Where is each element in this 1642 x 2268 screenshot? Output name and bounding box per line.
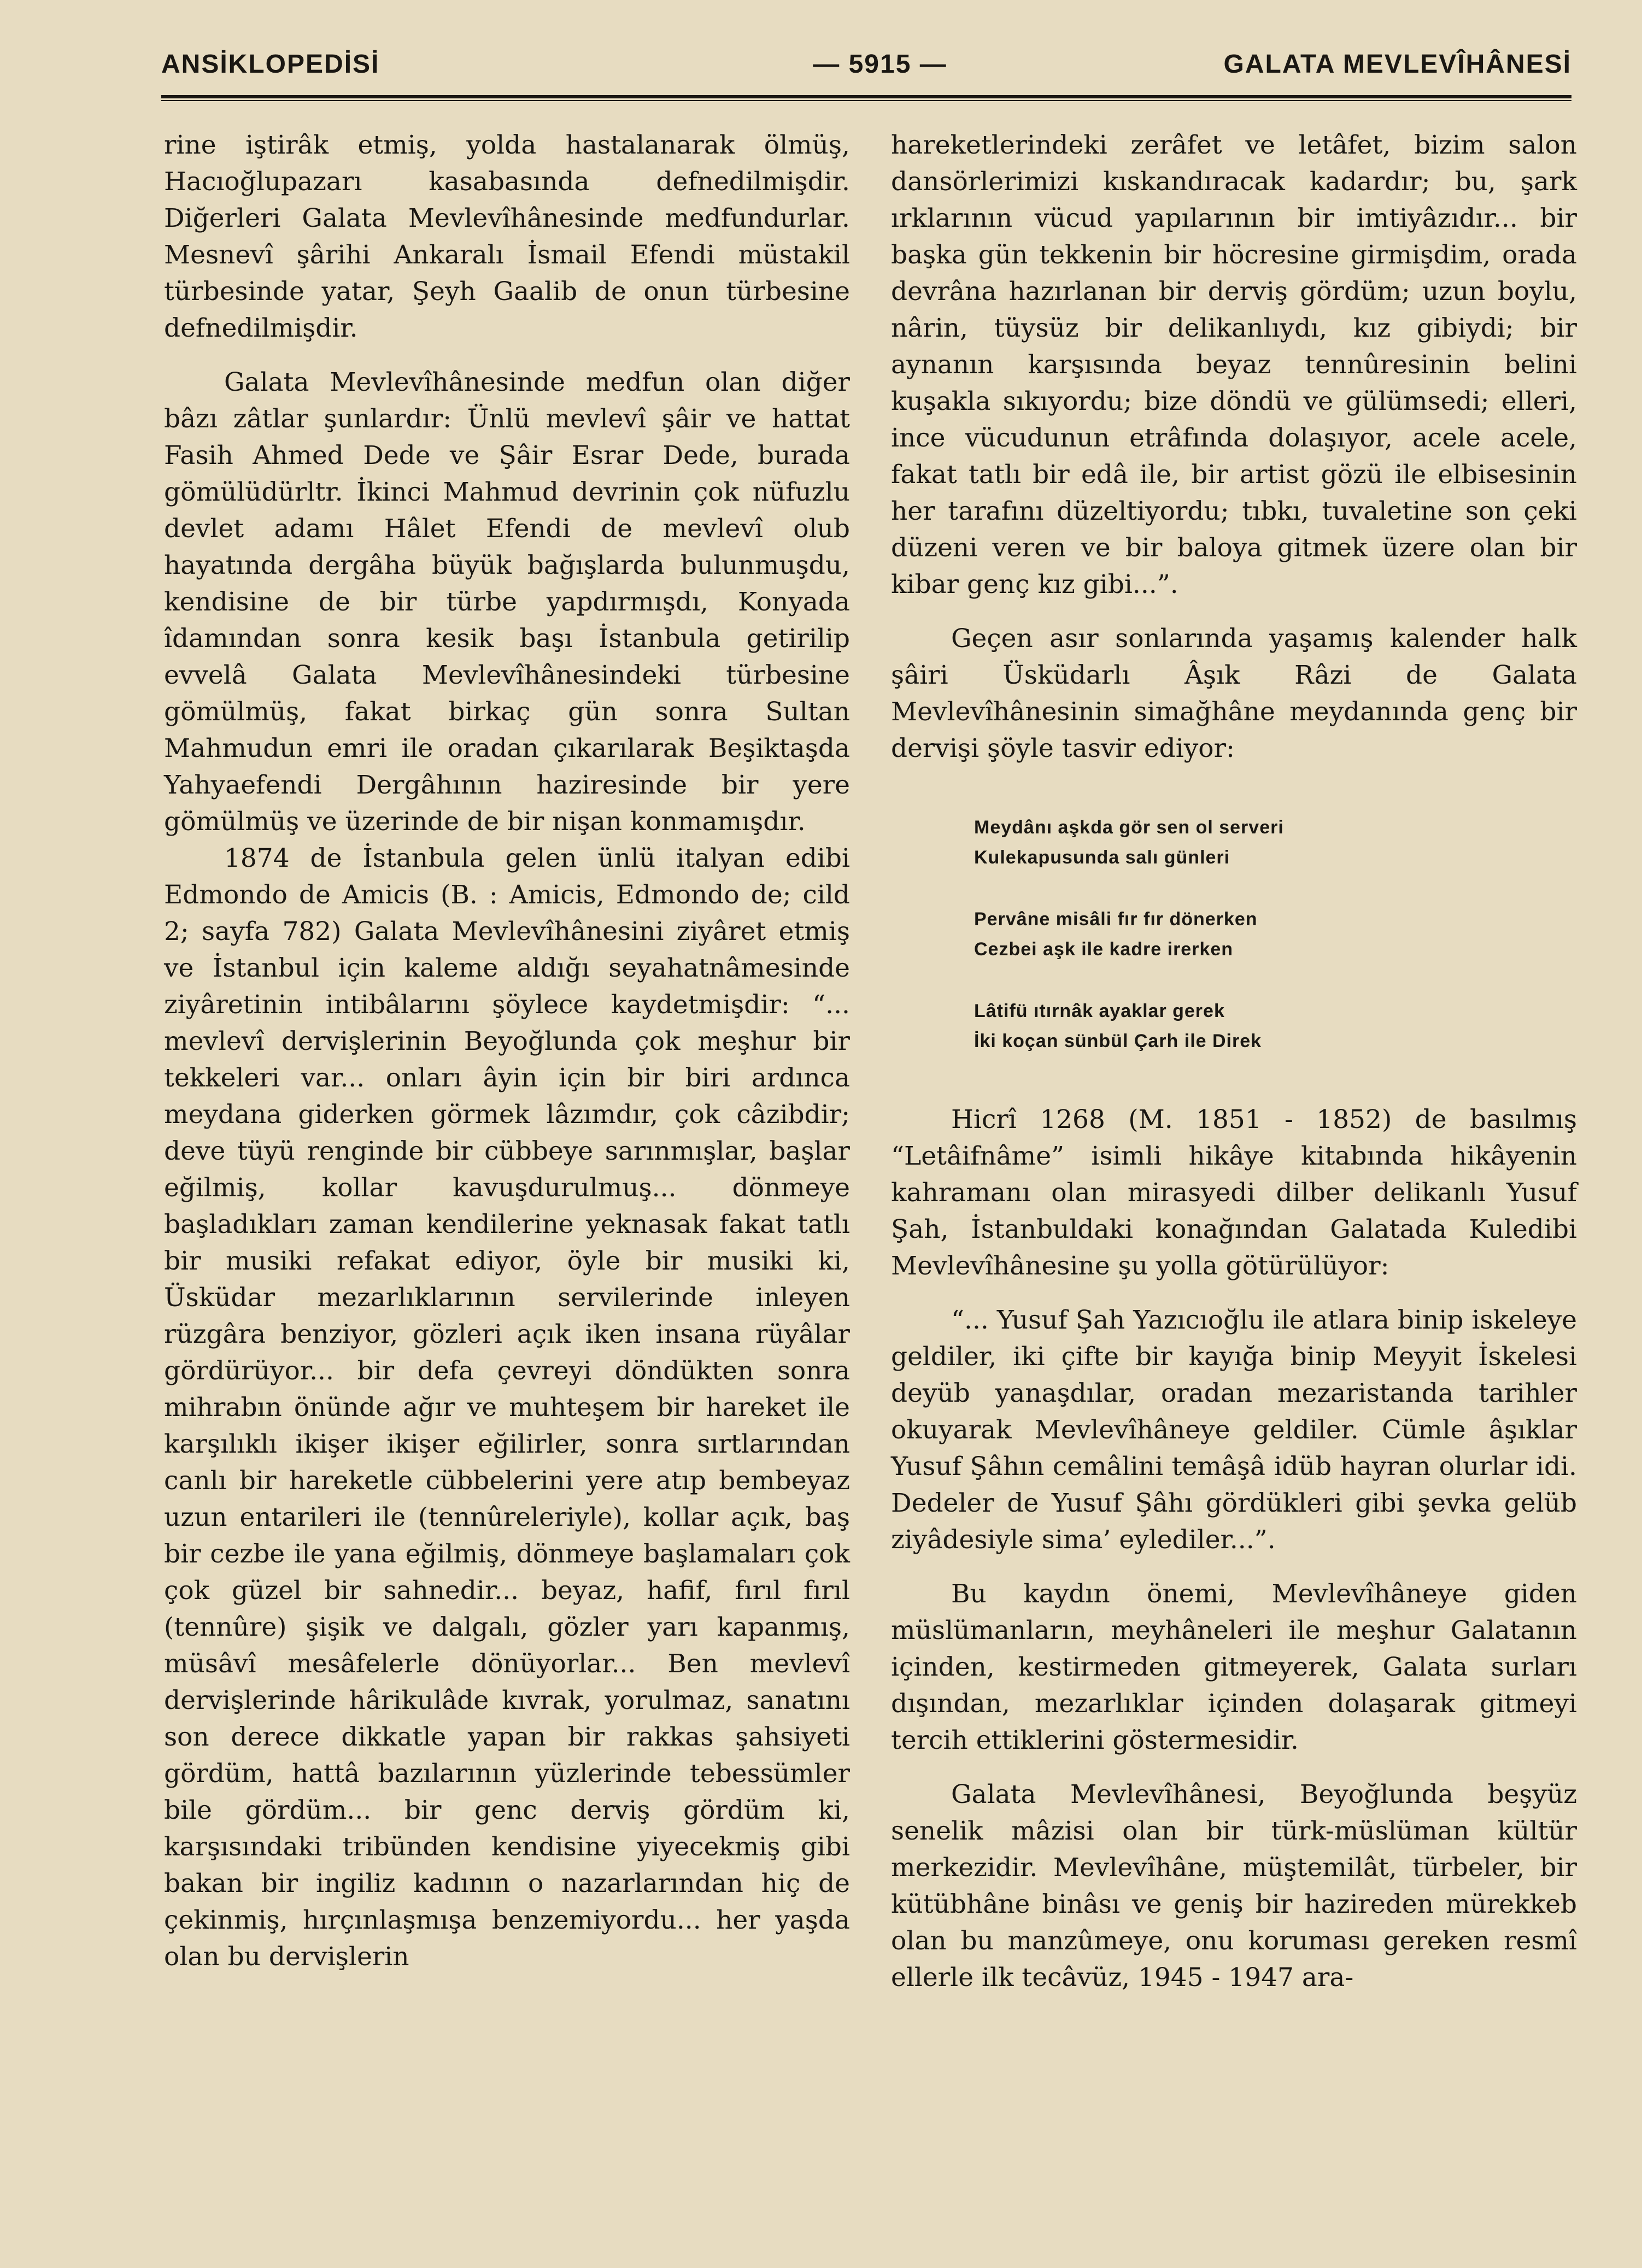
header-entry-title: GALATA MEVLEVÎHÂNESİ	[1223, 50, 1571, 79]
poem-line: Kulekapusunda salı günleri	[974, 847, 1230, 868]
poem-line: Pervâne misâli fır fır dönerken	[974, 909, 1258, 930]
paragraph: 1874 de İstanbula gelen ünlü italyan edibi Edmondo de Amicis (B. : Amicis, Edmondo de; cild 2; sayfa 782) Galata Mevlevîhânesini ziyâret etmiş ve İstanbul için kaleme aldığı seyahatnâmesinde ziyâretinin intibâlarını şöylece kaydetmişdir: “... mevlevî dervişlerinin Beyoğlunda çok meşhur bir tekkeleri var... onları âyin için bir biri ardınca meydana giderken görmek lâzımdır, çok câzibdir; deve tüyü renginde bir cübbeye sarınmışlar, başlar eğilmiş, kollar kavuşdurulmuş... dönmeye başladıkları zaman kendilerine yeknasak fakat tatlı bir musiki refakat ediyor, öyle bir musiki ki, Üsküdar mezarlıklarının servilerinde inleyen rüzgâra benziyor, gözleri açık iken insana rüyâlar gördürüyor... bir defa çevreyi döndükten sonra mihrabın önünde ağır ve muhteşem bir hareket ile karşılıklı ikişer ikişer eğilirler, sonra sırtlarından canlı bir hareketle cübbelerini yere atıp bembeyaz uzun entarileri ile (tennûreleriyle), kollar açık, baş bir cezbe ile yana eğilmiş, dönmeye başlamaları çok çok güzel bir sahnedir... beyaz, hafif, fırıl fırıl (tennûre) şişik ve dalgalı, gözler yarı kapanmış, müsâvî mesâfelerle dönüyorlar... Ben mevlevî dervişlerinde hârikulâde kıvrak, yorulmaz, sanatını son derece dikkatle yapan bir rakkas şahsiyeti gördüm, hattâ bazılarının yüzlerinde tebessümler bile gördüm... bir genc derviş gördüm ki, karşısındaki tribünden kendisine yiyecekmiş gibi bakan bir ingiliz kadının o nazarlarından hiç de çekinmiş, hırçınlaşmışa benzemiyordu... her yaşda olan bu dervişlerin	[164, 843, 850, 1972]
poem-stanza	[974, 996, 1577, 1056]
paragraph: Galata Mevlevîhânesinde medfun olan diğer bâzı zâtlar şunlardır: Ünlü mevlevî şâir ve hattat Fasih Ahmed Dede ve Şâir Esrar Dede, burada gömülüdürltr. İkinci Mahmud devrinin çok nüfuzlu devlet adamı Hâlet Efendi de mevlevî olub hayatında dergâha büyük bağışlarda bulunmuşdu, kendisine de bir türbe yapdırmışdı, Konyada îdamından sonra kesik başı İstanbula getirilip evvelâ Galata Mevlevîhânesindeki türbesine gömülmüş, fakat birkaç gün sonra Sultan Mahmudun emri ile oradan çıkarılarak Beşiktaşda Yahyaefendi Dergâhının haziresinde bir yere gömülmüş ve üzerinde de bir nişan konmamışdır.	[164, 367, 850, 837]
left-column	[164, 127, 850, 1975]
paragraph: Geçen asır sonlarında yaşamış kalender halk şâiri Üsküdarlı Âşık Râzi de Galata Mevlevîhânesinin simağhâne meydanında genç bir dervişi şöyle tasvir ediyor:	[891, 624, 1577, 763]
paragraph: rine iştirâk etmiş, yolda hastalanarak ölmüş, Hacıoğlupazarı kasabasında defnedilmişdir. Diğerleri Galata Mevlevîhânesinde medfundurlar. Mesnevî şârihi Ankaralı İsmail Efendi müstakil türbesinde yatar, Şeyh Gaalib de onun türbesine defnedilmişdir.	[164, 130, 850, 343]
paragraph: Galata Mevlevîhânesi, Beyoğlunda beşyüz senelik mâzisi olan bir türk-müslüman kültür merkezidir. Mevlevîhâne, müştemilât, türbeler, bir kütübhâne binâsı ve geniş bir hazireden mürekkeb olan bu manzûmeye, onu koruması gereken resmî ellerle ilk tecâvüz, 1945 - 1947 ara-	[891, 1779, 1577, 1993]
header-rule	[161, 95, 1571, 101]
poem-line: Cezbei aşk ile kadre irerken	[974, 939, 1234, 960]
poem-line: Meydânı aşkda gör sen ol serveri	[974, 817, 1284, 838]
poem	[974, 813, 1577, 1056]
poem-line: İki koçan sünbül Çarh ile Direk	[974, 1031, 1262, 1051]
paragraph: Bu kaydın önemi, Mevlevîhâneye giden müslümanların, meyhâneleri ile meşhur Galatanın içinden, kestirmeden gitmeyerek, Galata surları dışından, mezarlıklar içinden dolaşarak gitmeyi tercih ettiklerini göstermesidir.	[891, 1579, 1577, 1755]
quotation: “... Yusuf Şah Yazıcıoğlu ile atlara binip iskeleye geldiler, iki çifte bir kayığa binip Meyyit İskelesi deyüb yanaşdılar, oradan mezaristanda tarihler okuyarak Mevlevîhâneye geldiler. Cümle âşıklar Yusuf Şâhın cemâlini temâşâ idüb hayran olurlar idi. Dedeler de Yusuf Şâhı gördükleri gibi şevka gelüb ziyâdesiyle sima’ eylediler...”.	[891, 1305, 1577, 1555]
page-number: — 5915 —	[813, 50, 947, 79]
poem-stanza	[974, 904, 1577, 965]
poem-stanza	[974, 813, 1577, 873]
paragraph: Hicrî 1268 (M. 1851 - 1852) de basılmış “Letâifnâme” isimli hikâye kitabında hikâyenin kahramanı olan mirasyedi dilber delikanlı Yusuf Şah, İstanbuldaki konağından Galatada Kuledibi Mevlevîhânesine şu yolla götürülüyor:	[891, 1104, 1577, 1281]
right-column	[891, 127, 1577, 1996]
poem-line: Lâtifü ıtırnâk ayaklar gerek	[974, 1001, 1225, 1021]
paragraph: hareketlerindeki zerâfet ve letâfet, bizim salon dansörlerimizi kıskandıracak kadardır; bu, şark ırklarının vücud yapılarının bir imtiyâzıdır... bir başka gün tekkenin bir höcresine girmişdim, orada devrâna hazırlanan bir derviş gördüm; uzun boylu, nârin, tüysüz bir delikanlıydı, kız gibiydi; bir aynanın karşısında beyaz tennûresinin belini kuşakla sıkıyordu; bize döndü ve gülümsedi; elleri, ince vücudunun etrâfında dolaşıyor, acele acele, fakat tatlı bir edâ ile, bir artist gözü ile elbisesinin her tarafını düzeltiyordu; tıbkı, tuvaletine son çeki düzeni veren ve bir baloya gitmek üzere olan bir kibar genç kız gibi...”.	[891, 130, 1577, 600]
header-encyclopedia-title: ANSİKLOPEDİSİ	[161, 50, 380, 79]
